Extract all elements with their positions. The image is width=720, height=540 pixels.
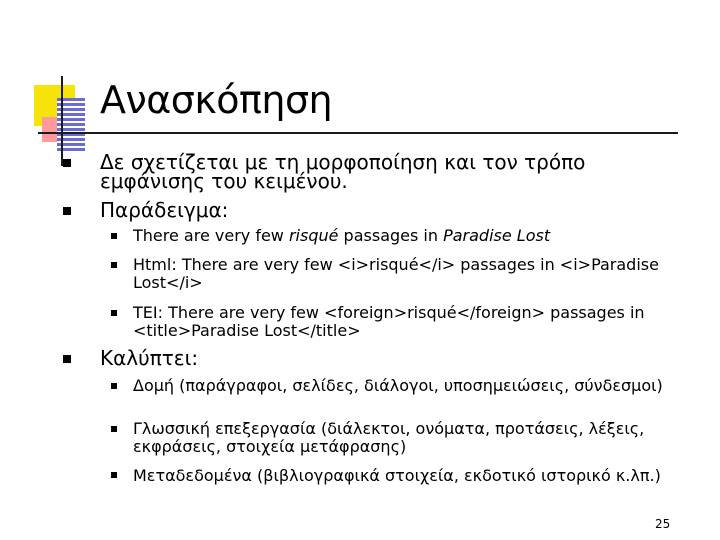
square-bullet-icon <box>111 472 117 478</box>
square-bullet-icon <box>111 310 117 316</box>
bullet-formatting: Δε σχετίζεται με τη μορφοποίηση και τον τρόπο εμφάνισης του κειμένου. <box>100 150 586 193</box>
sub-bullet-tei-example: TEI: There are very few <foreign>risqué</foreign> passages in <title>Paradise Lost</title> <box>133 303 645 340</box>
title-underline <box>38 132 678 134</box>
sub-bullet-linguistic: Γλωσσική επεξεργασία (διάλεκτοι, ονόματα, προτάσεις, λέξεις, εκφράσεις, στοιχεία μετάφρασης) <box>133 419 645 456</box>
sub-bullet-metadata: Μεταδεδομένα (βιβλιογραφικά στοιχεία, εκδοτικό ιστορικό κ.λπ.) <box>133 466 661 485</box>
slide-title: Ανασκόπηση <box>100 78 333 122</box>
square-bullet-icon <box>63 207 71 215</box>
square-bullet-icon <box>63 159 71 167</box>
example-word-risque: risqué <box>288 226 339 245</box>
bullet-covers: Καλύπτει: <box>100 346 199 370</box>
example-text-start: There are very few <box>133 226 289 245</box>
sub-bullet-structure: Δομή (παράγραφοι, σελίδες, διάλογοι, υποσημειώσεις, σύνδεσμοι) <box>133 376 663 395</box>
square-bullet-icon <box>63 355 71 363</box>
example-title-paradise-lost: Paradise Lost <box>443 226 551 245</box>
decor-vertical-line <box>61 76 63 166</box>
example-text-middle: passages in <box>338 226 444 245</box>
square-bullet-icon <box>111 426 117 432</box>
square-bullet-icon <box>111 262 117 268</box>
page-number: 25 <box>655 517 671 531</box>
square-bullet-icon <box>111 233 117 239</box>
sub-bullet-html-example: Html: There are very few <i>risqué</i> passages in <i>Paradise Lost</i> <box>133 255 659 292</box>
sub-bullet-plain-example <box>133 227 683 245</box>
bullet-example: Παράδειγμα: <box>100 198 229 222</box>
square-bullet-icon <box>111 383 117 389</box>
